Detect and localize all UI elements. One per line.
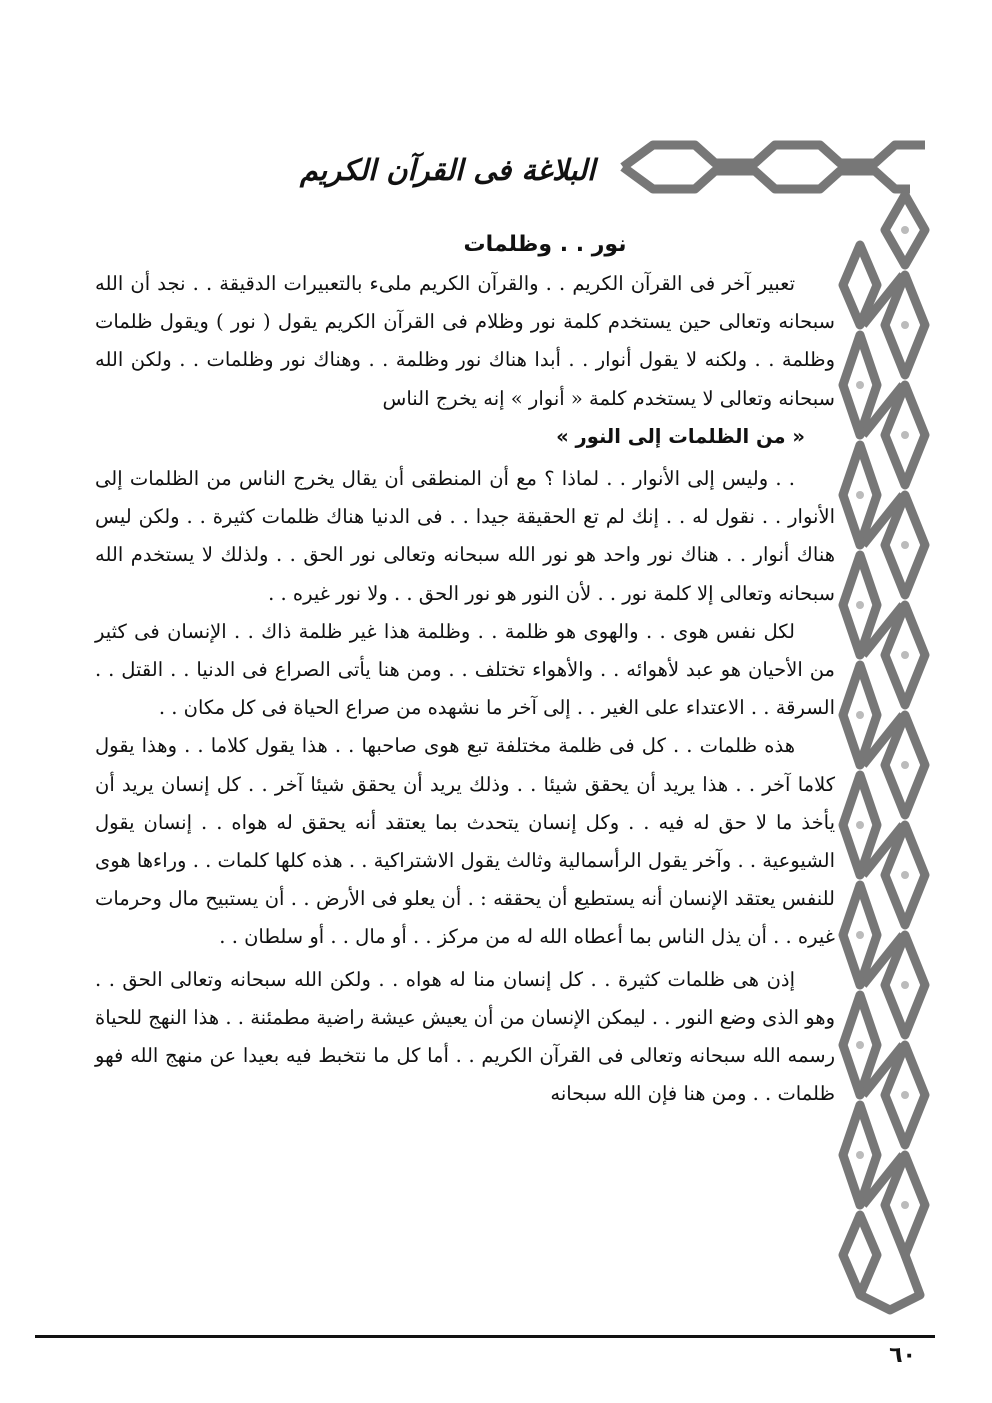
article-body [95, 225, 835, 1113]
footer-divider [35, 1335, 935, 1338]
paragraph: تعبير آخر فى القرآن الكريم . . والقرآن الكريم ملىء بالتعبيرات الدقيقة . . نجد أن الله سبحانه وتعالى حين يستخدم كلمة نور وظلام فى القرآن الكريم يقول ( نور ) ويقول ظلمات وظلمة . . ولكنه لا يقول أنوار . . أبدا هناك نور وظلمة . . وهناك نور وظلمات . . ولكن الله سبحانه وتعالى لا يستخدم كلمة « أنوار » إنه يخرج الناس [95, 272, 835, 410]
paragraph: هذه ظلمات . . كل فى ظلمة مختلفة تبع هوى صاحبها . . هذا يقول كلاما . . وهذا يقول كلاما آخر . . هذا يريد أن يحقق شيئا . . وذلك يريد أن يحقق شيئا آخر . . كل إنسان يريد أن يأخذ ما لا حق له فيه . . وكل إنسان يتحدث بما يعتقد أنه يحقق له هواه . . إنسان يقول الشيوعية . . وآخر يقول الرأسمالية وثالث يقول الاشتراكية . . هذه كلها كلمات . . وراءها هوى للنفس يعتقد الإنسان أنه يستطيع أن يحققه : . أن يعلو فى الأرض . . أن يستبيح مال وحرمات غيره . . أن يذل الناس بما أعطاه الله له من مركز . . أو مال . . أو سلطان . . [95, 734, 835, 949]
paragraph: . . وليس إلى الأنوار . . لماذا ؟ مع أن المنطقى أن يقال يخرج الناس من الظلمات إلى الأنوار . . نقول له . . إنك لم تع الحقيقة جيدا . . فى الدنيا هناك ظلمات كثيرة . . ولكن ليس هناك أنوار . . هناك نور واحد هو نور الله سبحانه وتعالى نور الحق . . ولذلك لا يستخدم الله سبحانه وتعالى إلا كلمة نور . . لأن النور هو نور الحق . . ولا نور غيره . . [95, 467, 835, 605]
paragraph: لكل نفس هوى . . والهوى هو ظلمة . . وظلمة هذا غير ظلمة ذاك . . الإنسان فى كثير من الأحيان هو عبد لأهوائه . . والأهواء تختلف . . ومن هنا يأتى الصراع فى الدنيا . . القتل . . السرقة . . الاعتداء على الغير . . إلى آخر ما نشهده من صراع الحياة فى كل مكان . . [95, 619, 835, 720]
running-title: البلاغة فى القرآن الكريم [299, 153, 595, 187]
page-number: ٦٠ [889, 1343, 916, 1368]
paragraph: إذن هى ظلمات كثيرة . . كل إنسان منا له هواه . . ولكن الله سبحانه وتعالى الحق . . وهو الذى وضع النور . . ليمكن الإنسان من أن يعيش عيشة راضية مطمئنة . . هذا النهج للحياة رسمه الله سبحانه وتعالى فى القرآن الكريم . . أما كل ما نتخبط فيه بعيدا عن منهج الله فهو ظلمات . . ومن هنا فإن الله سبحانه [95, 967, 835, 1106]
quoted-verse: « من الظلمات إلى النور » [556, 424, 805, 448]
section-title: نور . . وظلمات [463, 232, 627, 257]
